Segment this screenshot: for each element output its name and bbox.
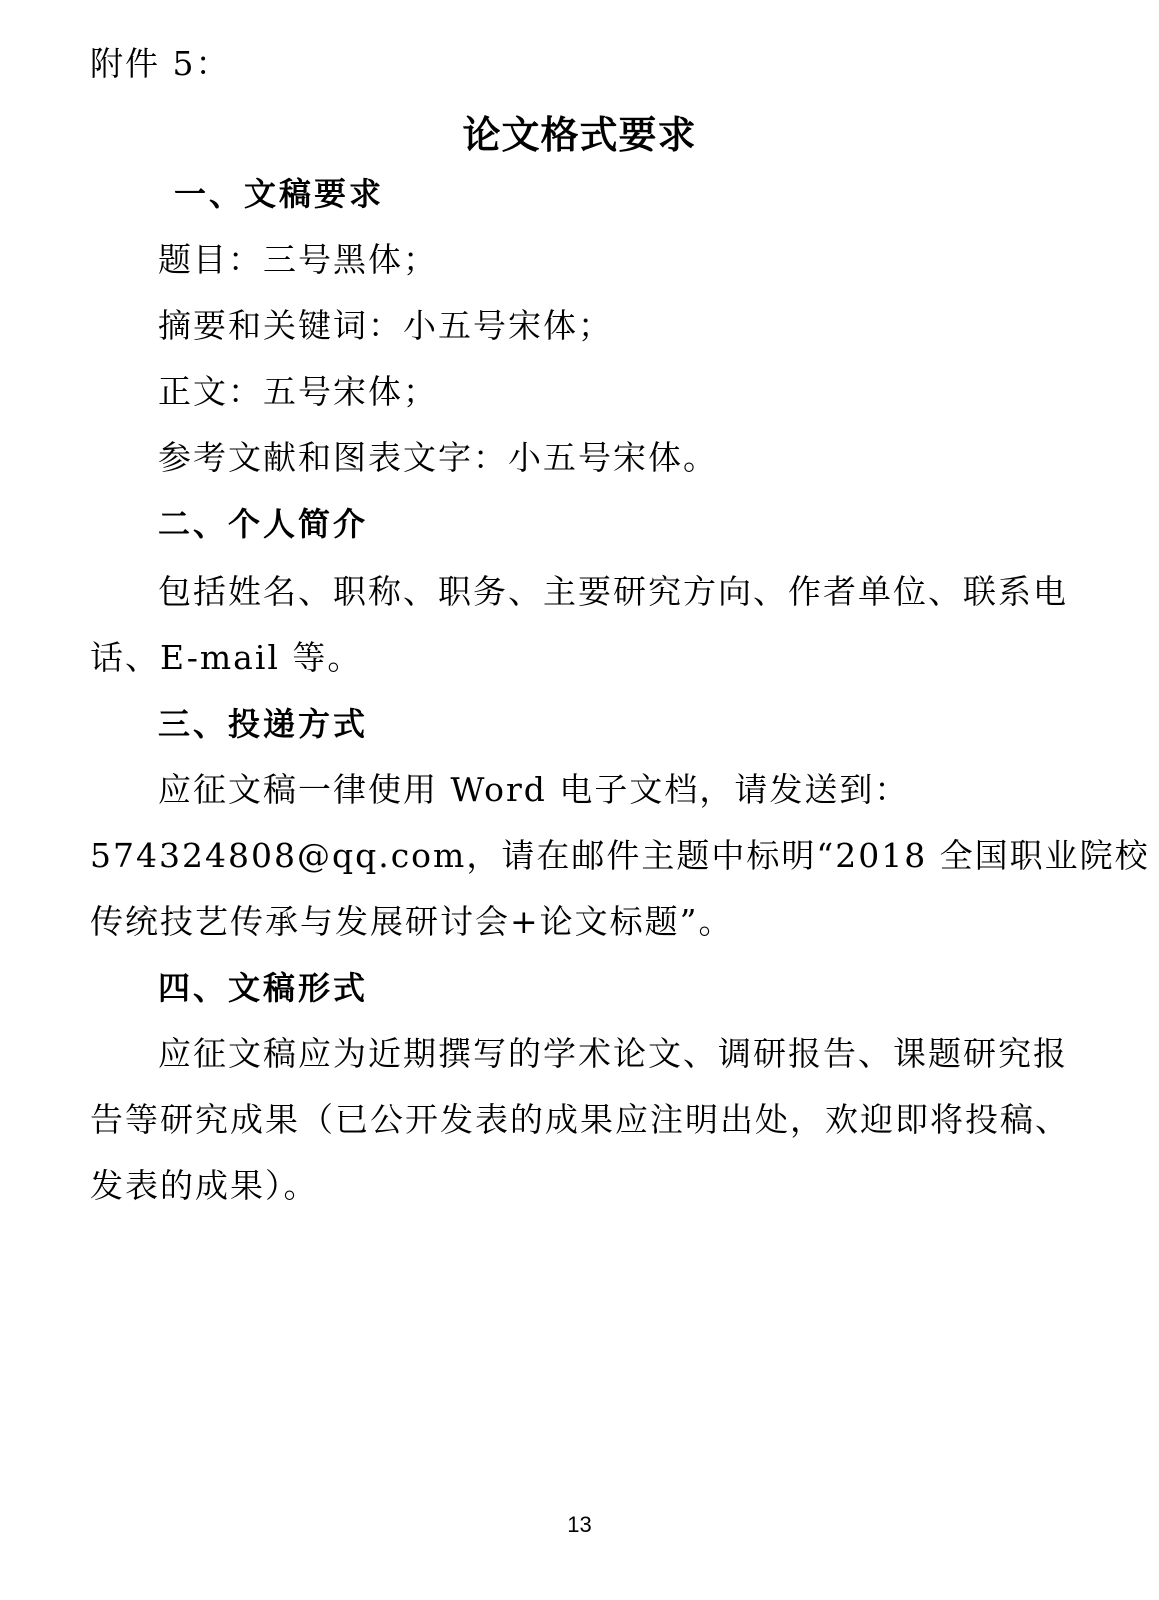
section-heading-submission-method: 三、投递方式 xyxy=(158,705,369,743)
paragraph-line: 话、E-mail 等。 xyxy=(90,638,363,677)
paragraph-line: 告等研究成果（已公开发表的成果应注明出处，欢迎即将投稿、 xyxy=(90,1100,1070,1139)
paragraph-line: 应征文稿一律使用 Word 电子文档，请发送到： xyxy=(158,770,910,809)
paragraph-line: 应征文稿应为近期撰写的学术论文、调研报告、课题研究报 xyxy=(158,1034,1068,1073)
paragraph-line: 包括姓名、职称、职务、主要研究方向、作者单位、联系电 xyxy=(158,572,1068,611)
paragraph-line: 摘要和关键词：小五号宋体； xyxy=(158,306,613,345)
attachment-label: 附件 5： xyxy=(90,44,231,83)
paragraph-line: 正文：五号宋体； xyxy=(158,372,438,411)
paragraph-line: 传统技艺传承与发展研讨会+论文标题”。 xyxy=(90,902,734,941)
section-heading-manuscript-form: 四、文稿形式 xyxy=(158,969,369,1007)
section-heading-manuscript-requirements: 一、文稿要求 xyxy=(174,175,385,213)
section-heading-personal-profile: 二、个人简介 xyxy=(158,505,369,543)
document-title: 论文格式要求 xyxy=(462,113,697,157)
paragraph-line: 题目：三号黑体； xyxy=(158,240,438,279)
paragraph-line: 参考文献和图表文字：小五号宋体。 xyxy=(158,438,718,477)
paragraph-line: 发表的成果）。 xyxy=(90,1166,319,1205)
page-number: 13 xyxy=(567,1512,592,1537)
paragraph-line: 574324808@qq.com，请在邮件主题中标明“2018 全国职业院校 xyxy=(90,836,1150,875)
